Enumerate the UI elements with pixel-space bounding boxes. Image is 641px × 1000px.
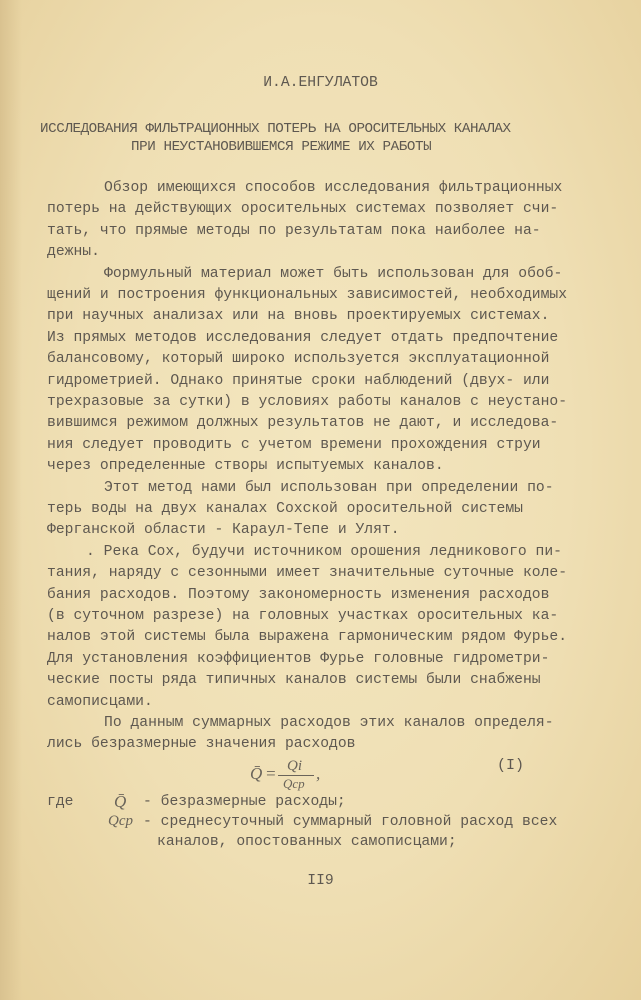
text-line: лись безразмерные значения расходов (47, 736, 356, 753)
text-line: балансовому, который широко используется эксплуатационной (47, 351, 550, 368)
text-line: ния следует проводить с учетом времени прохождения струи (47, 436, 541, 453)
text-line: вившимся режимом должных результатов не дают, и исследова- (47, 415, 559, 432)
text-line: По данным суммарных расходов этих каналов определя- (104, 715, 554, 731)
where-label: где (47, 794, 74, 810)
equation-number: (I) (497, 757, 525, 774)
where-symbol-1: Q̄ (114, 792, 127, 811)
where-def-2: - среднесуточный суммарный головной расход всех (143, 814, 558, 830)
text-line: ческие посты ряда типичных каналов системы были снабжены (47, 672, 541, 689)
text-line: терь воды на двух каналах Сохской оросительной системы (47, 501, 523, 517)
text-line: гидрометрией. Однако принятые сроки наблюдений (двух- или (47, 372, 550, 389)
text-line: щений и построения функциональных зависимостей, необходимых (47, 287, 568, 303)
author: И.А.ЕНГУЛАТОВ (263, 75, 378, 91)
page-number: II9 (307, 873, 334, 889)
formula-comma: , (316, 764, 321, 783)
where-def-2-cont: каналов, опостованных самописцами; (157, 834, 457, 850)
text-line: налов этой системы была выражена гармоническим рядом Фурье. (47, 629, 568, 646)
text-line: через определенные створы испытуемых каналов. (47, 458, 444, 475)
formula-lhs: Q̄ (250, 764, 263, 783)
where-symbol-2: Qср (108, 813, 133, 829)
text-line: . Река Сох, будучи источником орошения ледникового пи- (86, 543, 562, 560)
text-line: Из прямых методов исследования следует отдать предпочтение (47, 329, 559, 346)
text-line: (в суточном разрезе) на головных участках оросительных ка- (47, 608, 559, 624)
formula-denominator: Qср (283, 776, 305, 791)
text-line: Обзор имеющихся способов исследования фильтрационных (104, 180, 563, 196)
text-line: самописцами. (47, 693, 153, 710)
text-line: тания, наряду с сезонными имеет значительные суточные коле- (47, 565, 568, 582)
formula-eq: = (265, 764, 277, 783)
text-line: дежны. (47, 244, 100, 261)
title-line-1: ИССЛЕДОВАНИЯ ФИЛЬТРАЦИОННЫХ ПОТЕРЬ НА ОРОСИТЕЛЬНЫХ КАНАЛАХ (40, 121, 511, 137)
formula-numerator: Qi (287, 758, 302, 774)
text-line: тать, что прямые методы по результатам пока наиболее на- (47, 222, 541, 239)
text-line: бания расходов. Поэтому закономерность изменения расходов (47, 586, 550, 603)
text-line: потерь на действующих оросительных системах позволяет счи- (47, 201, 559, 218)
text-line: Формульный материал может быть использован для обоб- (104, 265, 563, 282)
text-line: Ферганской области - Караул-Тепе и Улят. (47, 522, 400, 539)
page-edge-shadow (0, 0, 22, 1000)
title-line-2: ПРИ НЕУСТАНОВИВШЕМСЯ РЕЖИМЕ ИХ РАБОТЫ (131, 139, 432, 155)
where-def-1: - безразмерные расходы; (143, 794, 346, 810)
text-line: Для установления коэффициентов Фурье головные гидрометри- (47, 650, 550, 667)
text-line: Этот метод нами был использован при определении по- (104, 479, 554, 496)
text-line: трехразовые за сутки) в условиях работы каналов с неустано- (47, 394, 568, 410)
text-line: при научных анализах или на вновь проектируемых системах. (47, 308, 550, 325)
